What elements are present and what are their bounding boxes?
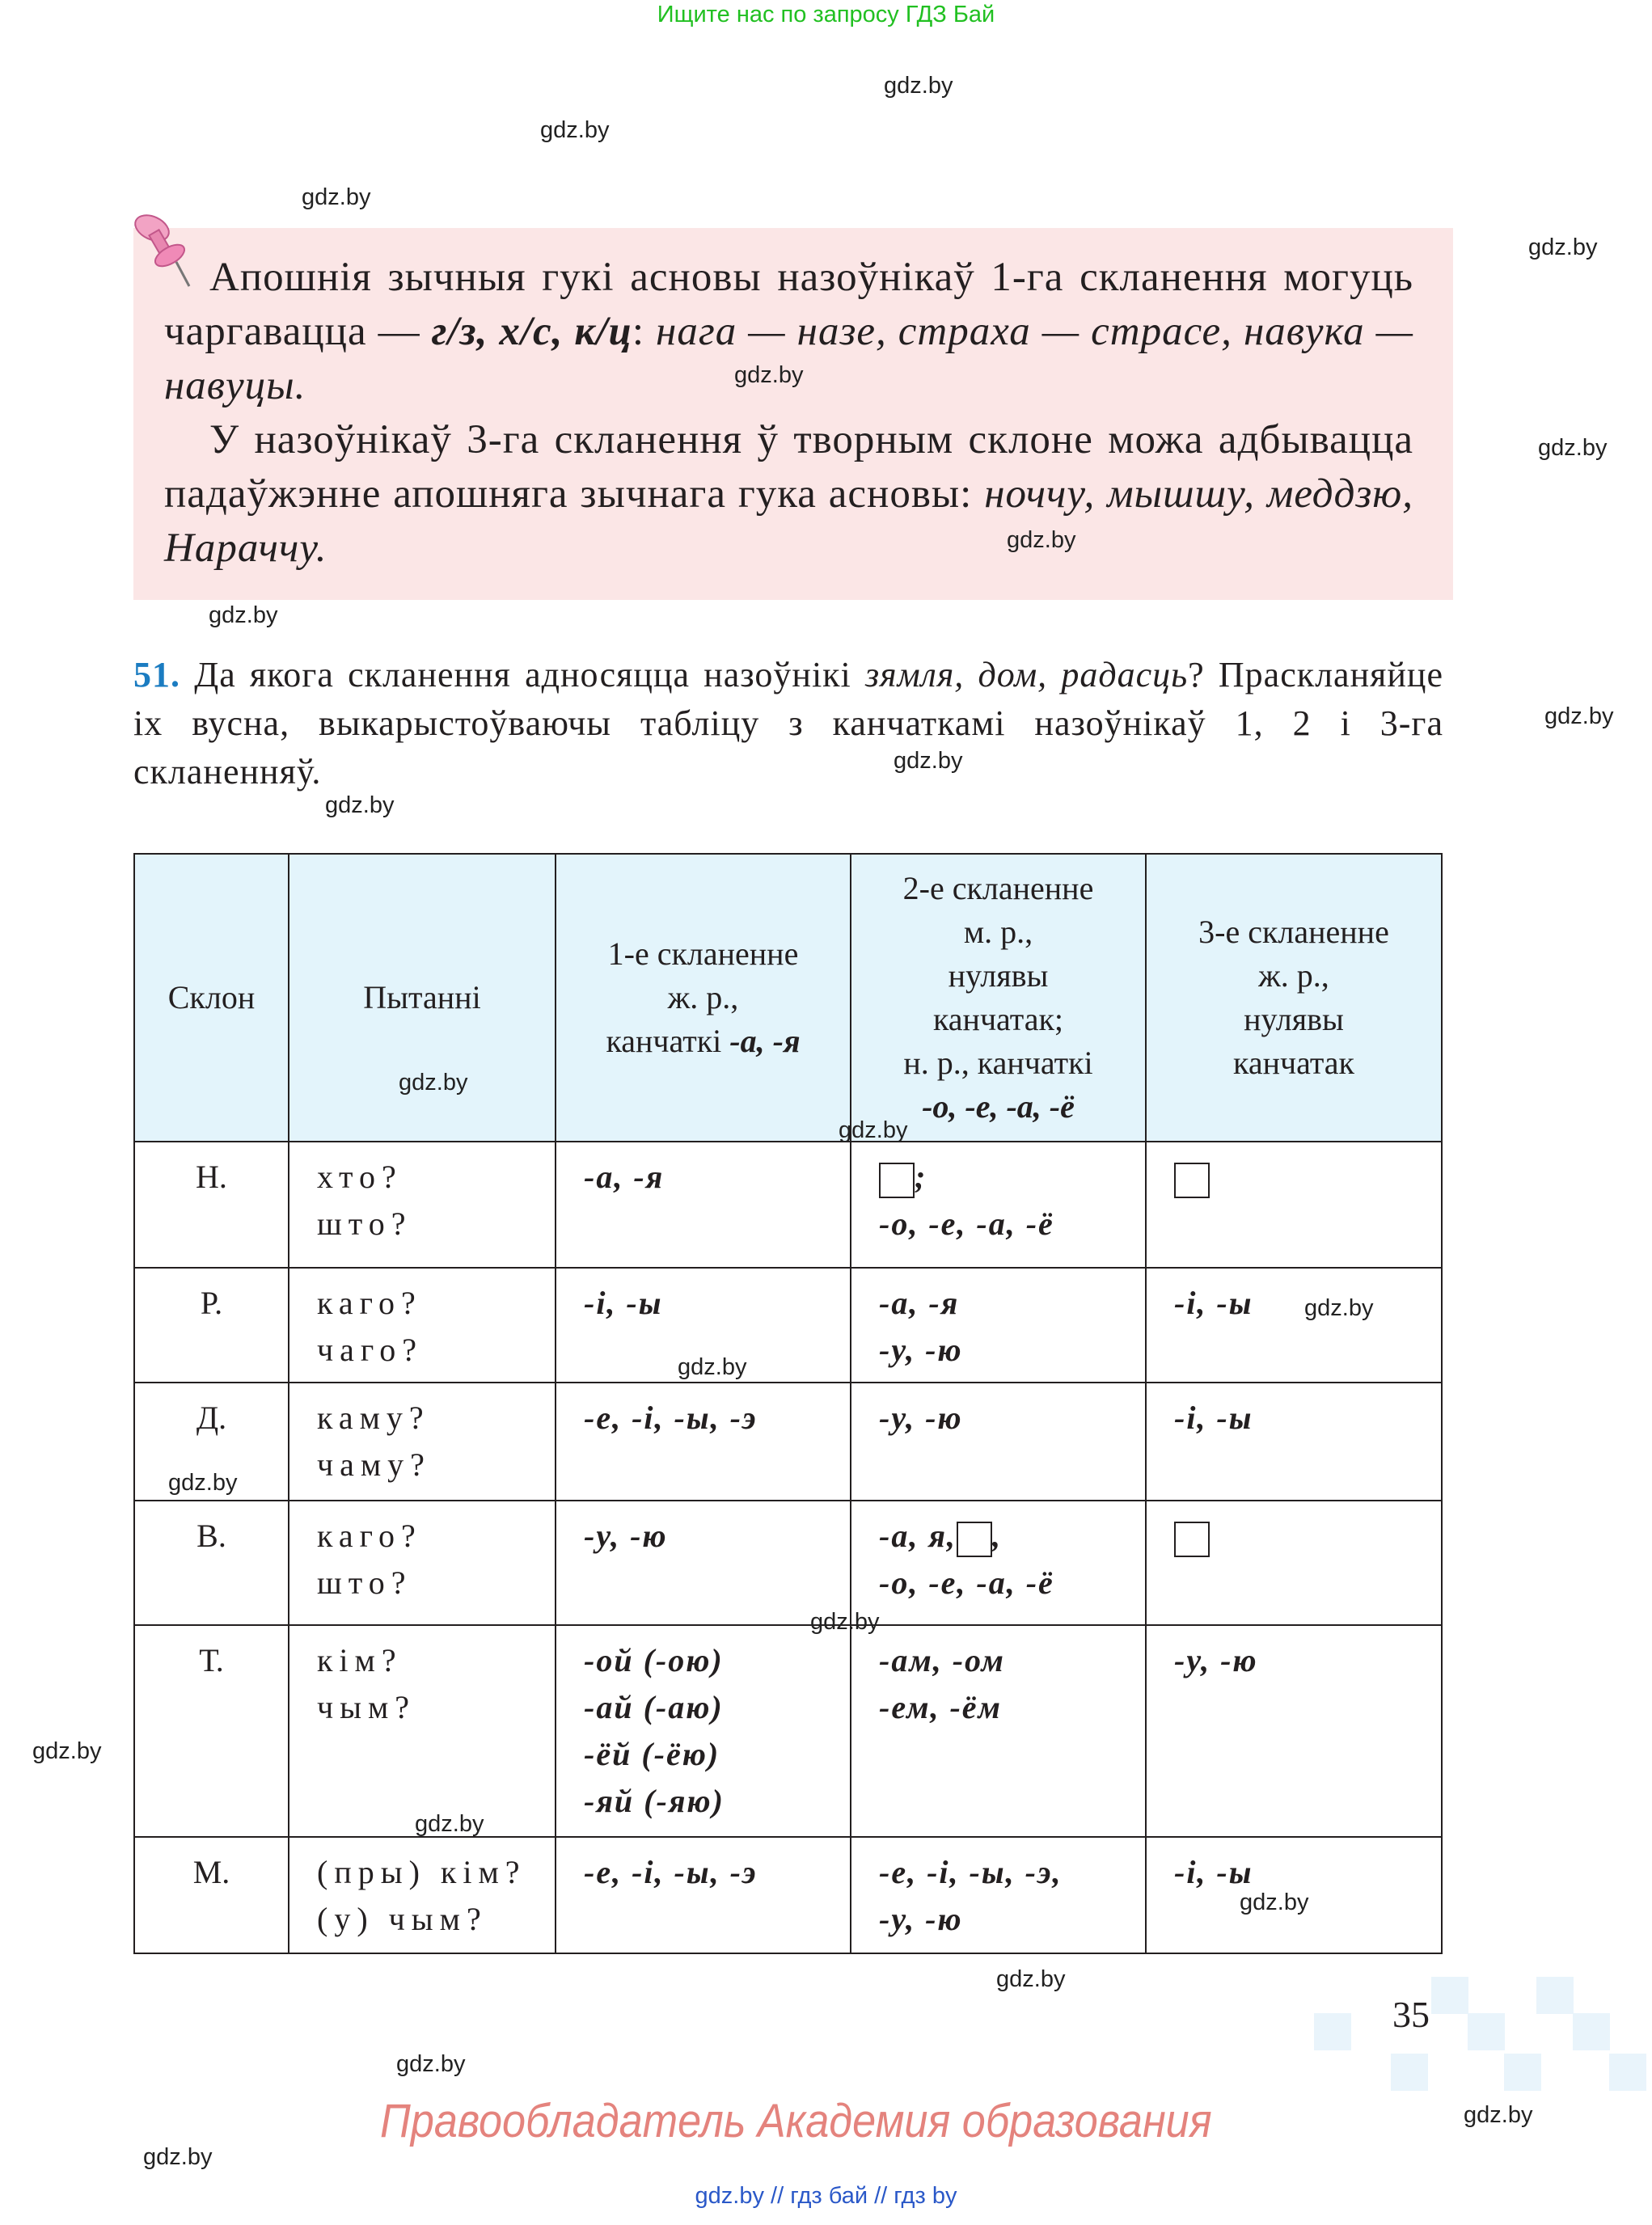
watermark: gdz.by <box>678 1354 747 1380</box>
watermark: gdz.by <box>32 1738 102 1764</box>
case-cell: Д. <box>134 1383 289 1501</box>
ending-cell-2 <box>851 1501 1146 1625</box>
ending-line: -ёй (-ёю) <box>584 1736 720 1772</box>
header-line: канчатак <box>1233 1045 1354 1081</box>
decorative-square <box>1431 1977 1468 2014</box>
watermark: gdz.by <box>734 362 804 388</box>
ending-comma: , <box>991 1518 1002 1554</box>
watermark: gdz.by <box>168 1470 238 1496</box>
ending-line: -яй (-яю) <box>584 1783 725 1819</box>
table-row <box>134 1142 1442 1268</box>
case-cell: М. <box>134 1837 289 1953</box>
bottom-links[interactable]: gdz.by // гдз бай // гдз by <box>695 2183 957 2209</box>
ending-line: -ой (-ою) <box>584 1642 724 1678</box>
question-line: каго? <box>317 1518 422 1554</box>
case-cell: В. <box>134 1501 289 1625</box>
rule-text-plain: У назоўнікаў 3-га скланення ў творным склоне можа адбывацца падаўжэнне апошняга зычнага гука асновы: <box>164 417 1413 517</box>
ending-cell-2 <box>851 1268 1146 1383</box>
watermark: gdz.by <box>810 1609 880 1635</box>
question-cell <box>289 1383 556 1501</box>
decorative-square <box>1609 2054 1646 2091</box>
ending-line: -о, -е, -а, -ё <box>879 1205 1054 1242</box>
ending-line: -а, я, <box>879 1518 957 1554</box>
ending-cell-1: -у, -ю <box>556 1501 851 1625</box>
table-row <box>134 1625 1442 1837</box>
watermark: gdz.by <box>894 748 963 774</box>
header-line: н. р., канчаткі <box>903 1045 1093 1081</box>
watermark: gdz.by <box>996 1966 1066 1992</box>
ending-line: -ай (-аю) <box>584 1689 724 1725</box>
ending-line: -ем, -ём <box>879 1689 1002 1725</box>
question-line: хто? <box>317 1159 403 1195</box>
watermark: gdz.by <box>1007 527 1076 553</box>
empty-answer-box[interactable] <box>1174 1522 1210 1557</box>
ending-line: -у, -ю <box>879 1901 963 1937</box>
question-line: каго? <box>317 1285 422 1321</box>
ending-cell-1: -е, -і, -ы, -э <box>556 1383 851 1501</box>
header-case: Склон <box>134 854 289 1142</box>
rule-colon: : <box>632 309 657 354</box>
exercise-prompt: Да якога скланення адносяцца назоўнікі <box>180 655 865 695</box>
header-endings: -а, -я <box>729 1023 801 1059</box>
header-endings: -о, -е, -а, -ё <box>922 1088 1075 1125</box>
watermark: gdz.by <box>540 117 610 143</box>
header-line: м. р., <box>963 914 1033 950</box>
header-question: Пытанні <box>289 854 556 1142</box>
header-line: ж. р., <box>667 979 739 1015</box>
ending-cell-3 <box>1146 1501 1442 1625</box>
ending-cell-2 <box>851 1837 1146 1953</box>
declension-table <box>133 853 1443 1954</box>
question-line: што? <box>317 1205 412 1242</box>
question-line: каму? <box>317 1400 430 1436</box>
decorative-square <box>1468 2013 1505 2050</box>
question-cell <box>289 1501 556 1625</box>
question-line: кім? <box>317 1642 403 1678</box>
rule-examples: ноччу, мышшу, меддзю, Нараччу. <box>164 471 1413 571</box>
case-cell: Т. <box>134 1625 289 1837</box>
watermark: gdz.by <box>302 184 371 210</box>
watermark: gdz.by <box>415 1811 484 1837</box>
ending-line: ; <box>915 1159 927 1195</box>
ending-cell-1 <box>556 1625 851 1837</box>
ending-cell-2 <box>851 1625 1146 1837</box>
ending-cell-1: -і, -ы <box>556 1268 851 1383</box>
header-line: 3-е скланенне <box>1198 914 1389 950</box>
ending-cell-2: -у, -ю <box>851 1383 1146 1501</box>
question-cell <box>289 1837 556 1953</box>
header-line: нулявы <box>1244 1001 1344 1037</box>
question-line: (у) чым? <box>317 1901 488 1937</box>
table-row <box>134 1268 1442 1383</box>
ending-cell-3: -і, -ы <box>1146 1837 1442 1953</box>
question-line: (пры) кім? <box>317 1854 526 1890</box>
watermark: gdz.by <box>1538 435 1608 461</box>
exercise-prompt: ? Праскланяйце іх вусна, выкарыстоўваючы табліцу з канчаткамі назоўнікаў 1, 2 і 3-га скланенняў. <box>133 655 1443 792</box>
watermark: gdz.by <box>1544 703 1614 729</box>
header-line: нулявы <box>948 957 1049 994</box>
ending-cell-1: -а, -я <box>556 1142 851 1268</box>
watermark: gdz.by <box>399 1070 468 1096</box>
decorative-square <box>1536 1977 1574 2014</box>
rule-alternations: г/з, х/с, к/ц <box>431 309 632 354</box>
ending-cell-2 <box>851 1142 1146 1268</box>
ending-line: -у, -ю <box>879 1332 963 1368</box>
page-number: 35 <box>1392 1994 1430 2035</box>
ending-cell-3: -і, -ы <box>1146 1268 1442 1383</box>
question-cell <box>289 1268 556 1383</box>
rule-text <box>164 251 1413 576</box>
exercise-words: зямля, дом, радасць <box>864 655 1189 695</box>
ending-cell-3 <box>1146 1142 1442 1268</box>
ending-line: -о, -е, -а, -ё <box>879 1564 1054 1601</box>
case-cell: Р. <box>134 1268 289 1383</box>
header-declension-3 <box>1146 854 1442 1142</box>
ending-line: -ам, -ом <box>879 1642 1005 1678</box>
watermark: gdz.by <box>396 2051 466 2077</box>
header-line: 1-е скланенне <box>607 935 799 972</box>
watermark: gdz.by <box>1528 234 1598 260</box>
watermark: gdz.by <box>325 792 395 818</box>
rule-examples: нага — назе, страха — страсе, навука — навуцы. <box>164 309 1413 408</box>
header-line: канчаткі <box>606 1023 730 1059</box>
ending-line: -а, -я <box>879 1285 960 1321</box>
question-line: чаму? <box>317 1446 431 1483</box>
empty-answer-box[interactable] <box>1174 1163 1210 1198</box>
table-row <box>134 1501 1442 1625</box>
top-banner[interactable]: Ищите нас по запросу ГДЗ Бай <box>657 2 995 27</box>
table-row <box>134 1383 1442 1501</box>
empty-answer-box[interactable] <box>957 1522 992 1557</box>
watermark: gdz.by <box>1304 1295 1374 1321</box>
watermark: gdz.by <box>143 2144 213 2170</box>
decorative-square <box>1504 2054 1541 2091</box>
watermark: gdz.by <box>1240 1889 1309 1915</box>
header-line: 2-е скланенне <box>902 870 1094 906</box>
header-line: канчатак; <box>932 1001 1064 1037</box>
question-line: што? <box>317 1564 412 1601</box>
decorative-square <box>1391 2054 1428 2091</box>
ending-line: -е, -і, -ы, -э, <box>879 1854 1063 1890</box>
question-cell <box>289 1625 556 1837</box>
watermark: gdz.by <box>209 602 278 628</box>
case-cell: Н. <box>134 1142 289 1268</box>
table-header-row <box>134 854 1442 1142</box>
header-declension-2 <box>851 854 1146 1142</box>
watermark: gdz.by <box>1464 2102 1533 2128</box>
rule-text-plain: Апошнія зычныя гукі асновы назоўнікаў 1-га скланення могуць чаргавацца — <box>164 255 1413 354</box>
ending-cell-1: -е, -і, -ы, -э <box>556 1837 851 1953</box>
rule-paragraph <box>164 413 1413 576</box>
header-line: ж. р., <box>1258 957 1329 994</box>
watermark: gdz.by <box>884 73 953 99</box>
question-cell <box>289 1142 556 1268</box>
question-line: чаго? <box>317 1332 424 1368</box>
watermark: gdz.by <box>839 1117 908 1143</box>
copyright-footer: Правообладатель Академия образования <box>380 2095 1212 2147</box>
empty-answer-box[interactable] <box>879 1163 915 1198</box>
ending-cell-3: -і, -ы <box>1146 1383 1442 1501</box>
exercise-text <box>133 651 1443 796</box>
decorative-square <box>1573 2013 1610 2050</box>
header-declension-1 <box>556 854 851 1142</box>
decorative-square <box>1314 2013 1351 2050</box>
question-line: чым? <box>317 1689 416 1725</box>
ending-cell-3: -у, -ю <box>1146 1625 1442 1837</box>
exercise-number: 51. <box>133 655 180 695</box>
